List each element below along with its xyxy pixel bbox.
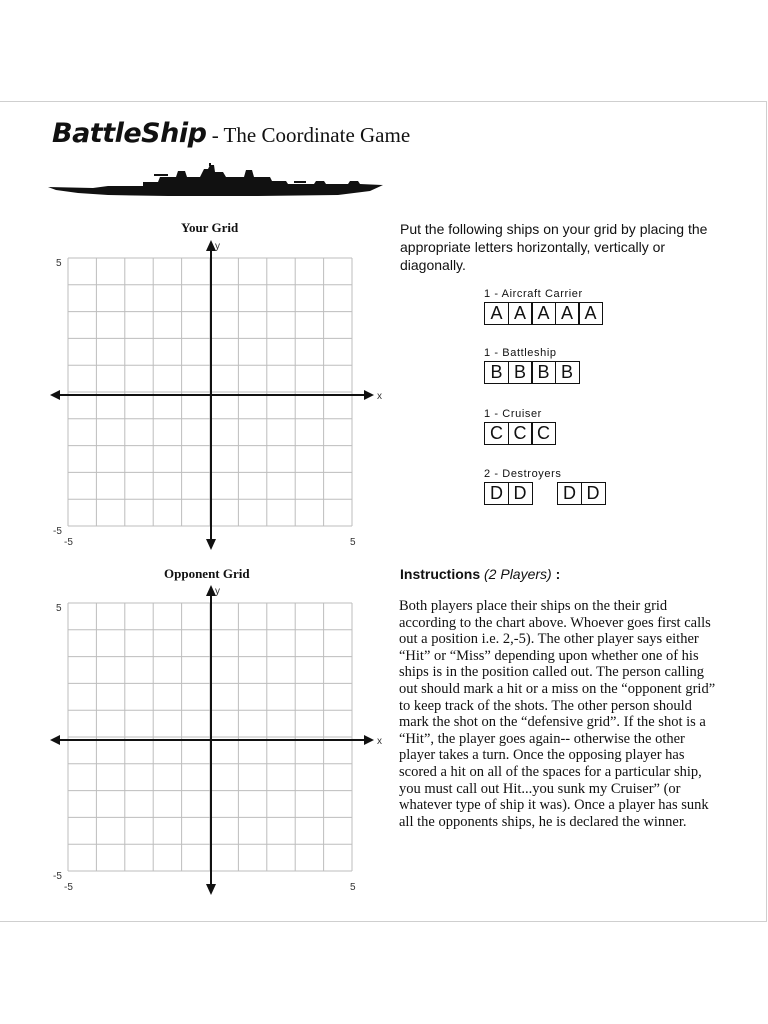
ship-cruiser [484,408,555,445]
y-axis-arrow-down-icon [206,884,216,895]
ship-name: 1 - Aircraft Carrier [484,288,583,300]
x-axis-label: x [377,736,382,747]
ship-name: 2 - Destroyers [484,468,562,480]
ship-cell: B [484,361,509,384]
ship-cell: C [531,422,556,445]
ship-cell: A [484,302,509,325]
y-tick-top: 5 [56,603,62,614]
ship-cell: A [578,302,603,325]
instructions-body: Both players place their ships on the their grid according to the chart above. Whoever goes first calls out a position i.e. 2,-5). The other player says either “Hit” or “Miss” depending upon whether one of his ships is in the position called out. The person calling out should mark a hit or a miss on the “opponent grid” to keep track of the shots. The other person should mark the shot on the “defensive grid”. If the shot is a “Hit”, the player goes again-- otherwise the other player takes a turn. Once the opposing player has scored a hit on all of the spaces for a particular ship, you must call out Hit...you sunk my Cruiser” (or whatever type of ship it was). Once a player has sunk all the opponents ships, he is declared the winner. [399,598,716,830]
ship-placement-intro: Put the following ships on your grid by placing the appropriate letters horizontally, vertically or diagonally. [400,221,708,273]
title-battleship: BattleShip [52,118,207,149]
x-axis-arrow-right-icon [364,390,374,400]
x-axis-arrow-left-icon [50,735,60,745]
your-grid-label: Your Grid [181,220,239,235]
opponent-grid[interactable] [40,585,390,897]
instructions-heading [400,566,560,582]
ship-cell: B [508,361,533,384]
y-axis-arrow-down-icon [206,539,216,550]
ship-cell: A [531,302,556,325]
ship-cell: B [555,361,580,384]
x-axis-label: x [377,391,382,402]
ship-cell: C [484,422,509,445]
instructions-colon: : [551,566,561,582]
y-tick-top: 5 [56,258,62,269]
ship-cell: D [557,482,582,505]
title-subtitle: - The Coordinate Game [206,123,411,147]
ship-cell: D [581,482,606,505]
ship-cell: B [531,361,556,384]
x-tick-left: -5 [64,882,73,893]
your-grid[interactable] [40,240,390,552]
ship-name: 1 - Battleship [484,347,557,359]
ship-cell: C [508,422,533,445]
ship-name: 1 - Cruiser [484,408,542,420]
x-tick-right: 5 [350,537,356,548]
battleship-silhouette-icon [48,163,383,203]
page-title [52,118,410,149]
ship-aircraft-carrier [484,288,602,325]
ship-cell: D [508,482,533,505]
x-tick-right: 5 [350,882,356,893]
y-tick-bottom: -5 [53,526,62,537]
x-axis-arrow-right-icon [364,735,374,745]
instructions-label: Instructions [400,566,481,582]
ship-destroyers [484,468,604,505]
ship-battleship [484,347,578,384]
ship-cell: D [484,482,509,505]
y-axis-label: y [215,241,220,252]
opponent-grid-label: Opponent Grid [164,566,250,581]
instructions-players: (2 Players) [484,566,552,582]
y-tick-bottom: -5 [53,871,62,882]
ship-cell: A [555,302,580,325]
ship-cell: A [508,302,533,325]
y-axis-label: y [215,586,220,597]
x-tick-left: -5 [64,537,73,548]
x-axis-arrow-left-icon [50,390,60,400]
